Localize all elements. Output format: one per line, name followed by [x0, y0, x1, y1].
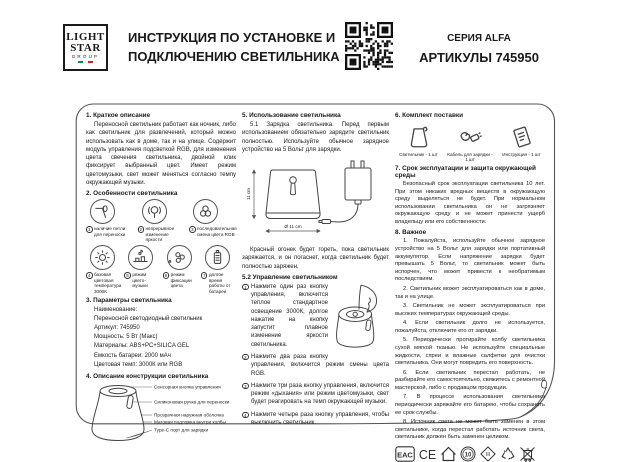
control-step-3: 3 Нажмите три раза кнопку управления, включится режим «дыхания» или режим цветомузыки, свет будет реагировать на темп окружающей музыки. [243, 382, 389, 406]
column-2 [242, 111, 389, 462]
italian-flag-icon [78, 61, 93, 63]
recycle-icon [500, 446, 516, 462]
section7-title: 7. Срок эксплуатации и защита окружающей среды [395, 165, 536, 179]
feature-battery: 7 долгое время работы от батареи [201, 245, 236, 294]
diameter-dimension-label: Ø 11 cm [284, 224, 302, 230]
package-contents [395, 123, 545, 162]
section6-title: 6. Комплект поставки [395, 112, 464, 119]
important-item: 4. Если светильник долго не используется, пожалуйста, отключите его от зарядки. [395, 320, 545, 334]
sun-icon [93, 248, 112, 267]
logo-text-group: GROUP [71, 54, 100, 60]
kit-cable: Кабель для зарядки - 1 шт [447, 123, 494, 162]
section5-charging-text: 5.1 Зарядка светильника. Перед первым использованием обязательно зарядите светильник полностью. Используйте обычное зарядное устройство на 5 Вольт для зарядки. [242, 122, 389, 153]
param-line: Материалы: ABS+PC+SILICA GEL [94, 343, 190, 350]
height-dimension-label: 11 cm [246, 188, 251, 201]
feature-rgb: 3 последовательная смена цвета RGB [189, 199, 236, 242]
crossed-out-bin-icon [519, 446, 536, 462]
certification-marks [395, 446, 545, 462]
param-line: Переносной светодиодный светильник [94, 316, 203, 323]
protection-class-diamond-icon [479, 446, 497, 462]
svg-text:CE: CE [418, 447, 437, 462]
svg-text:ЕАС: ЕАС [397, 450, 413, 460]
param-line: Наименование: [94, 306, 138, 313]
lamp-construction-diagram [86, 382, 236, 446]
control-step-2: 2 Нажмите два раза кнопку управления, включится режим смены цвета RGB. [243, 353, 389, 377]
content-sheet [75, 103, 556, 462]
lamp-icon [406, 124, 432, 150]
series-block [398, 33, 560, 65]
instruction-booklet-icon [509, 124, 535, 150]
construction-label-typec: Type-C порт для зарядки [154, 427, 209, 433]
construction-label-button: Сенсорная кнопка управления [154, 384, 221, 390]
touch-brightness-icon [145, 202, 164, 221]
important-item: 8. Источник света не может быть заменен в этом светильнике, когда перестал работать источник света, светильник должен быть заменен целиком. [395, 419, 545, 441]
feature-carry-loop: 1 наличие петли для переноски [86, 199, 133, 242]
important-item: 3. Светильник не может эксплуатироваться при высоких температурах окружающей среды. [395, 303, 545, 317]
series-label: СЕРИЯ ALFA [447, 33, 511, 44]
document-title-line1: ИНСТРУКЦИЯ ПО УСТАНОВКЕ И [128, 30, 336, 45]
param-line: Цветовая темп: 3000К или RGB [94, 361, 183, 368]
ce-mark-icon [418, 446, 437, 462]
section2-title: 2. Особенности светильника [86, 190, 178, 198]
important-item: 6. Если светильник перестал работать, не разбирайте его самостоятельно, свяжитесь с ремонтной мастерской, либо с продавцом продукции. [395, 369, 545, 391]
logo-text-star: STAR [70, 41, 101, 54]
param-line: Емкость батареи: 2000 мАч [94, 352, 171, 359]
construction-label-shell: Прозрачная наружная оболочка [154, 412, 224, 418]
feature-3000k: 4 базовая цветовая температура 3000К [86, 245, 121, 294]
column-3 [395, 111, 545, 462]
battery-icon [208, 248, 227, 267]
feature-color-fix: 6 режим фиксации цвета [163, 245, 198, 294]
important-item: 1. Пожалуйста, используйте обычное зарядное устройство на 5 Вольт для зарядки или портативный аккумулятор. Если напряжение зарядки будет превышать 5 Вольт, то светильник может быть испорчен, что может привести к необратимым последствиям. [395, 238, 545, 283]
important-item: 2. Светильник может эксплуатироваться как в доме, так и на улице. [395, 285, 545, 300]
control-steps [242, 283, 389, 378]
kit-manual: Инструкция - 1 шт [498, 123, 545, 162]
charging-diagram [242, 158, 388, 240]
eac-mark-icon [395, 446, 415, 462]
section5-title: 5. Использование светильника [242, 112, 341, 119]
document-title [128, 29, 340, 67]
construction-label-handle: Силиконовая ручка для переноски [154, 399, 230, 405]
param-line: Мощность: 5 Вт (Макс) [94, 334, 158, 341]
document-title-line2: ПОДКЛЮЧЕНИЮ СВЕТИЛЬНИКА [128, 48, 340, 64]
important-item: 7. В процессе использования светильника периодически заряжайте его батарею, чтобы сохранить ее срок службы. [395, 394, 545, 416]
construction-label-liner: Матовая подложка внутри колбы [154, 419, 226, 425]
color-fix-icon [170, 248, 189, 267]
section7-text: Безопасный срок эксплуатации светильника 10 лет. При этом никаких вредных веществ в окружающую среду выделяться не будет. При нормальном использовании светильника он не загрязняет окружающую среду и не может принести ущерб владельцу или его собственности. [395, 181, 545, 225]
articles-label: АРТИКУЛЫ 745950 [419, 50, 539, 65]
features-row-1 [86, 199, 236, 242]
qr-code-icon [345, 22, 393, 70]
param-line: Артикул: 745950 [94, 325, 140, 332]
column-1 [86, 111, 236, 462]
feature-music: 5 режим цветомузыки [124, 245, 159, 294]
section8-title: 8. Важное [395, 229, 427, 237]
section4-title: 4. Описание конструкции светильника [86, 372, 209, 380]
svg-text:III: III [485, 452, 491, 459]
lightstar-logo [63, 24, 108, 71]
section1-text: Переносной светильник работает как ночник, либо как светильник для развлечений, который можно использовать как в доме, так и на улице. Содержит модуль управления подсветкой RGB, для изменения цвета свечения светильника, двойной клик фиксирует выбранный цвет. Имеет режим цветомузыки, свет может меняться согласно темпу окружающей музыки. [86, 122, 236, 186]
kit-lamp: Светильник - 1 шт [395, 123, 442, 162]
cable-icon [457, 124, 483, 150]
indoor-use-house-icon [440, 446, 457, 462]
charger-plug-icon [319, 161, 371, 224]
section52-subtitle: 5.2 Управление светильником [242, 273, 338, 281]
logo-text-light: LIGHT [66, 31, 105, 44]
charging-indicator-text: Красный огонек будет гореть, пока светильник заряжается, и он погаснет, когда светильник будет полностью заряжен. [242, 247, 389, 270]
important-item: 5. Периодически протирайте колбу светильника сухой мягкой тканью. Не используйте специальные жидкости, спреи и влажные салфетки для очистки светильника. Они могут повредить его поверхность. [395, 337, 545, 367]
feature-brightness: 2 непрерывное изменение яркости [138, 199, 185, 242]
features-row-2 [86, 245, 236, 294]
section1-title: 1. Краткое описание [86, 112, 151, 119]
svg-text:10: 10 [464, 452, 472, 459]
section3-title: 3. Параметры светильника [86, 296, 172, 304]
control-step-1: 1 Нажмите один раз кнопку управления, включится теплое стандартное освещение 3000К, долгое нажатие на кнопку запустит плавное изменение яркости светильника. [243, 283, 328, 348]
rgb-circles-icon [196, 202, 215, 221]
music-scene-icon [131, 248, 150, 267]
carry-loop-icon [93, 202, 112, 221]
ten-years-circle-icon [460, 446, 476, 462]
control-step-4: 4 Нажмите четыре раза кнопку управления, чтобы выключить светильник. [243, 411, 389, 426]
